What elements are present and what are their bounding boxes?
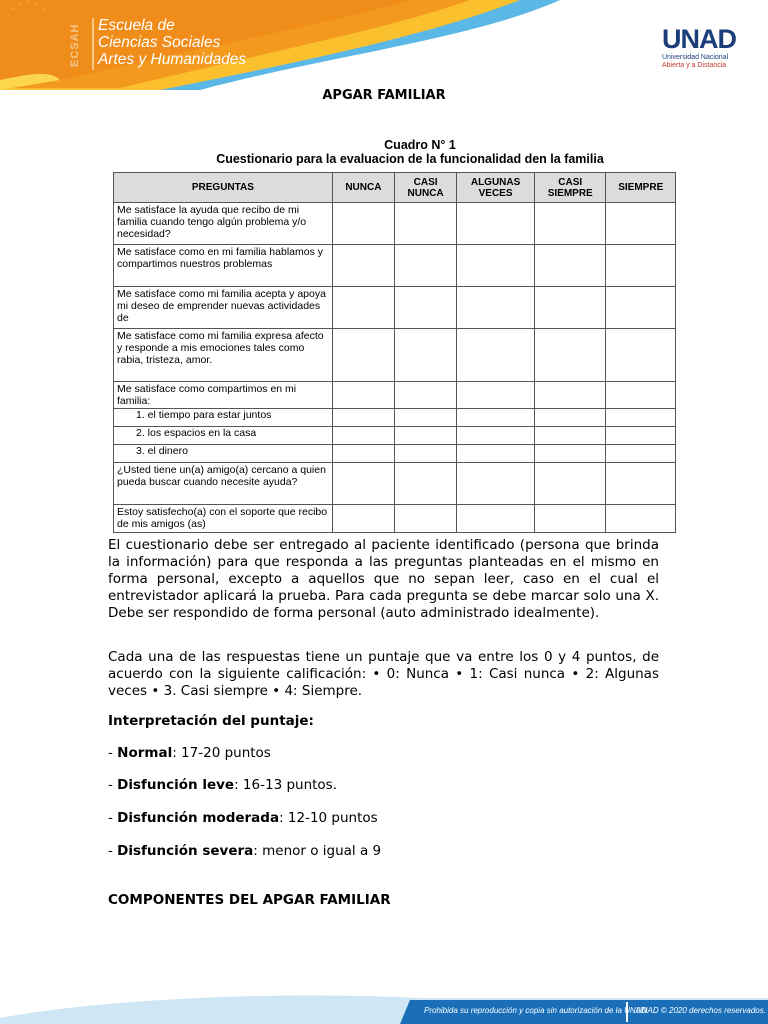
ecsah-tag: ECSAH (69, 23, 81, 67)
answer-cell[interactable] (457, 463, 535, 505)
questionnaire-figure (113, 138, 677, 530)
answer-cell[interactable] (606, 445, 676, 463)
score-label: Disfunción severa (117, 843, 254, 859)
components-heading: COMPONENTES DEL APGAR FAMILIAR (108, 892, 391, 908)
answer-cell[interactable] (332, 463, 394, 505)
table-row (114, 203, 676, 245)
table-row (114, 505, 676, 533)
table-row (114, 382, 676, 409)
answer-cell[interactable] (332, 427, 394, 445)
footer-notice: Prohibida su reproducción y copia sin autorización de la UNAD. (424, 1006, 650, 1015)
answer-cell[interactable] (457, 409, 535, 427)
table-row (114, 427, 676, 445)
answer-cell[interactable] (394, 287, 456, 329)
answer-cell[interactable] (394, 463, 456, 505)
answer-cell[interactable] (606, 427, 676, 445)
col-header-algunas-veces: ALGUNAS VECES (457, 173, 535, 203)
answer-cell[interactable] (534, 329, 606, 382)
instructions-paragraph: El cuestionario debe ser entregado al paciente identificado (persona que brinda la información) para que responda a las preguntas planteadas en el mismo en forma personal, excepto a aquellos que no sepan leer, caso en el cual el entrevistador aplicará la prueba. Para cada pregunta se debe marcar solo una X. Debe ser respondido de forma personal (auto administrado idealmente). (108, 537, 659, 621)
school-divider (92, 18, 94, 70)
answer-cell[interactable] (457, 505, 535, 533)
score-dash: - (108, 810, 118, 826)
table-row (114, 329, 676, 382)
answer-cell[interactable] (457, 203, 535, 245)
answer-cell[interactable] (332, 382, 394, 409)
answer-cell[interactable] (457, 329, 535, 382)
score-item-moderada (108, 810, 378, 827)
answer-cell[interactable] (457, 382, 535, 409)
answer-cell[interactable] (394, 203, 456, 245)
unad-logo-dots-icon (0, 0, 80, 20)
score-label: Disfunción leve (117, 777, 235, 793)
answer-cell[interactable] (394, 329, 456, 382)
table-row (114, 409, 676, 427)
score-value: : 16-13 puntos. (234, 777, 338, 793)
answer-cell[interactable] (606, 463, 676, 505)
answer-cell[interactable] (457, 287, 535, 329)
answer-cell[interactable] (332, 245, 394, 287)
footer-copyright: UNAD © 2020 derechos reservados. (636, 1006, 766, 1015)
col-header-siempre: SIEMPRE (606, 173, 676, 203)
school-line-3: Artes y Humanidades (98, 51, 247, 68)
question-cell: Estoy satisfecho(a) con el soporte que recibo de mis amigos (as) (114, 505, 333, 533)
score-dash: - (108, 843, 118, 859)
answer-cell[interactable] (332, 409, 394, 427)
question-cell: 1. el tiempo para estar juntos (114, 409, 333, 427)
answer-cell[interactable] (606, 409, 676, 427)
question-cell: 2. los espacios en la casa (114, 427, 333, 445)
table-row (114, 245, 676, 287)
interpretation-heading: Interpretación del puntaje: (108, 713, 314, 729)
question-cell: Me satisface la ayuda que recibo de mi familia cuando tengo algún problema y/o necesidad? (114, 203, 333, 245)
answer-cell[interactable] (606, 287, 676, 329)
answer-cell[interactable] (534, 463, 606, 505)
answer-cell[interactable] (534, 287, 606, 329)
answer-cell[interactable] (394, 505, 456, 533)
answer-cell[interactable] (606, 505, 676, 533)
figure-caption-number: Cuadro N° 1 (384, 138, 456, 152)
col-header-nunca: NUNCA (332, 173, 394, 203)
score-label: Normal (117, 745, 173, 761)
answer-cell[interactable] (534, 445, 606, 463)
figure-caption-title: Cuestionario para la evaluacion de la funcionalidad den la familia (216, 152, 604, 166)
score-value: : 17-20 puntos (172, 745, 271, 761)
answer-cell[interactable] (332, 445, 394, 463)
table-row (114, 287, 676, 329)
unad-logo (662, 16, 742, 70)
answer-cell[interactable] (394, 245, 456, 287)
table-header-row (114, 173, 676, 203)
score-label: Disfunción moderada (117, 810, 280, 826)
answer-cell[interactable] (606, 382, 676, 409)
answer-cell[interactable] (534, 427, 606, 445)
school-name (98, 17, 246, 68)
answer-cell[interactable] (534, 245, 606, 287)
answer-cell[interactable] (534, 505, 606, 533)
score-value: : menor o igual a 9 (253, 843, 382, 859)
answer-cell[interactable] (606, 203, 676, 245)
question-cell: Me satisface como compartimos en mi familia: (114, 382, 333, 409)
col-header-casi-nunca: CASI NUNCA (394, 173, 456, 203)
doc-title: APGAR FAMILIAR (322, 88, 446, 103)
answer-cell[interactable] (534, 409, 606, 427)
question-cell: 3. el dinero (114, 445, 333, 463)
col-header-preguntas: PREGUNTAS (114, 173, 333, 203)
answer-cell[interactable] (394, 427, 456, 445)
school-line-2: Ciencias Sociales (98, 34, 221, 51)
answer-cell[interactable] (606, 245, 676, 287)
answer-cell[interactable] (457, 427, 535, 445)
question-cell: Me satisface como en mi familia hablamos y compartimos nuestros problemas (114, 245, 333, 287)
answer-cell[interactable] (332, 287, 394, 329)
answer-cell[interactable] (394, 445, 456, 463)
score-item-normal (108, 745, 271, 762)
unad-logo-word: UNAD (662, 24, 736, 54)
answer-cell[interactable] (332, 329, 394, 382)
answer-cell[interactable] (606, 329, 676, 382)
answer-cell[interactable] (534, 203, 606, 245)
school-line-1: Escuela de (98, 17, 175, 34)
scoring-paragraph: Cada una de las respuestas tiene un puntaje que va entre los 0 y 4 puntos, de acuerdo con la siguiente calificación: • 0: Nunca • 1: Casi nunca • 2: Algunas veces • 3. Casi siempre • 4: Siempre. (108, 649, 659, 699)
answer-cell[interactable] (394, 382, 456, 409)
answer-cell[interactable] (332, 203, 394, 245)
header-banner (0, 0, 768, 90)
answer-cell[interactable] (534, 382, 606, 409)
unad-logo-sub2: Abierta y a Distancia (662, 62, 727, 69)
answer-cell[interactable] (332, 505, 394, 533)
score-item-severa (108, 843, 381, 860)
question-cell: Me satisface como mi familia expresa afecto y responde a mis emociones tales como rabia, tristeza, amor. (114, 329, 333, 382)
table-row (114, 463, 676, 505)
col-header-casi-siempre: CASI SIEMPRE (534, 173, 606, 203)
unad-logo-sub1: Universidad Nacional (662, 54, 729, 61)
score-value: : 12-10 puntos (279, 810, 378, 826)
question-cell: Me satisface como mi familia acepta y apoya mi deseo de emprender nuevas actividades de (114, 287, 333, 329)
questionnaire-table (113, 172, 676, 533)
question-cell: ¿Usted tiene un(a) amigo(a) cercano a quien pueda buscar cuando necesite ayuda? (114, 463, 333, 505)
answer-cell[interactable] (394, 409, 456, 427)
score-dash: - (108, 745, 118, 761)
answer-cell[interactable] (457, 245, 535, 287)
score-dash: - (108, 777, 118, 793)
answer-cell[interactable] (457, 445, 535, 463)
score-item-leve (108, 777, 337, 794)
table-row (114, 445, 676, 463)
